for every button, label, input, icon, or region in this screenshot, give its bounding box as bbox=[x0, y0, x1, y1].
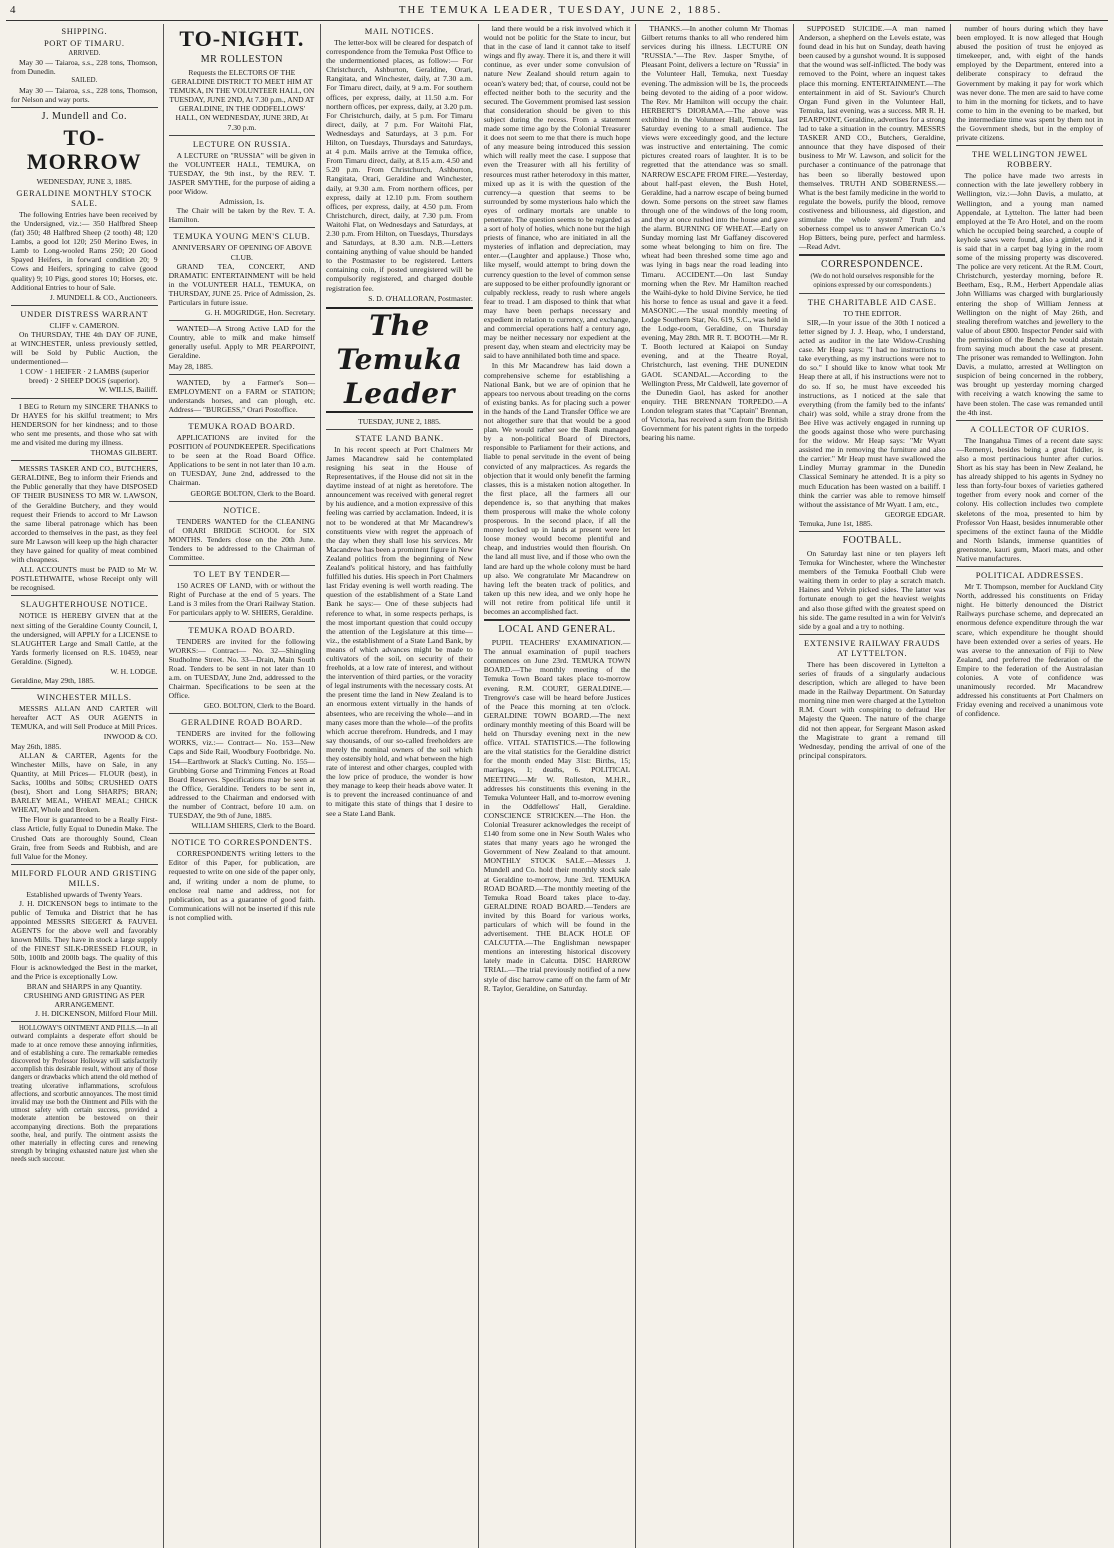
column-2 bbox=[164, 24, 322, 1548]
columns bbox=[6, 24, 1108, 1548]
slaughter-heading: SLAUGHTERHOUSE NOTICE. bbox=[20, 599, 149, 610]
curios-body: The Inangahua Times of a recent date says:—Remenyi, besides being a great fiddler, is also a most pertinacious hunter after curios. Short as his stay has been in New Zealand, he has already shipped to his agents in Sydney no less than forty-four boxes of varieties gathered together from every nook and corner of the colony. His collection includes two complete skeletons of the moa, presented to him by Professor Von Haast, besides innumerable other specimens of the extinct fauna of the Middle and North Islands, immense quantities of greenstone, kauri gum, Maori mats, and other Native manufactures. bbox=[956, 435, 1104, 563]
tonight-banner: TO-NIGHT. bbox=[179, 26, 305, 51]
geraldine-road-board-body: TENDERS are invited for the following WORKS, viz.:— Contract— No. 153—New Caps and Side Rail, Woodbury Footbridge. No. 154—Earthwork at Slack's Cutting. No. 155—Grubbing Gorse and Trimming Fences at Road Board Reserves. Specifications may be seen at the Office, Geraldine. Tenders to be sent in, addressed to the Chairman and endorsed with the number of Contract, before 10 a.m. on TUESDAY, the 9th of June, 1885. bbox=[168, 729, 316, 821]
wanted-employment: WANTED, by a Farmer's Son—EMPLOYMENT on a FARM or STATION; understands horses, and can plough, etc. Address— "BURGESS," Orari Postoffice. bbox=[168, 377, 316, 414]
correspondence-note: (We do not hold ourselves responsible for the opinions expressed by our correspondents.) bbox=[810, 273, 934, 289]
correspondents-heading: NOTICE TO CORRESPONDENTS. bbox=[171, 837, 313, 848]
wanted-lad: WANTED—A Strong Active LAD for the Country, able to milk and make himself generally useful. Apply to MR PEARPOINT, Geraldine. bbox=[168, 324, 316, 361]
temuka-road-board-heading: TEMUKA ROAD BOARD. bbox=[188, 421, 296, 431]
charitable-aid-date: Temuka, June 1st, 1885. bbox=[798, 518, 873, 528]
temuka-road-board-body: APPLICATIONS are invited for the POSITION of POUNDKEEPER. Specifications to be seen at the Road Board Office. Applications to be sent in not later than 10 a.m. on TUESDAY, June 2nd, addressed to the Chairman. bbox=[168, 433, 316, 488]
wanted-lad-date: May 28, 1885. bbox=[168, 361, 213, 371]
mail-notices-signature: S. D. O'HALLORAN, Postmaster. bbox=[368, 293, 473, 303]
football-heading: FOOTBALL. bbox=[842, 535, 902, 546]
charitable-aid-signature: GEORGE EDGAR. bbox=[884, 509, 946, 519]
column-4 bbox=[479, 24, 637, 1548]
stock-sale-signature: J. MUNDELL & CO., Auctioneers. bbox=[49, 292, 158, 302]
tasker-notice: MESSRS TASKER AND CO., BUTCHERS, GERALDINE, Beg to inform their Friends and the Public generally that they have DISPOSED OF THEIR BUSINESS TO MR W. LAWSON, of the Geraldine Butchery, and they would request their Friends to accord to Mr Lawson the same liberal patronage which has been accorded to themselves in the past, as they feel sure Mr Lawson will keep up the high character they have gained for quality of meat combined with cheapness. bbox=[11, 464, 158, 565]
gilbert-signature: THOMAS GILBERT. bbox=[90, 448, 158, 458]
charitable-aid-body: SIR,—In your issue of the 30th I noticed a letter signed by J. J. Heap, who, I understand, acted as auditor in the late Widow-Crushing case. Mr Heap says: "I had no instructions to take everything, as my instructions were not to do so." I should like to know what took Mr Heap there at all, if his instructions were not to do so. If so, he must have exceeded his instructions, as I noticed at the sale that everything (from the family bed to the infants' chair) was sold, while a stray drone from the Bee Hive was actively engaged in running up the goods against those who were purchasing for the widow. Mr Heap says: "Mr Wyatt assisted me in removing the furniture and also the carrier." Mr Heap must have swallowed the Lindley Murray grammar in the Dunedin Classical Seminary he attended. It is a pity so much Education has been wasted on a bailiff. I think the carrier was able to remove himself without the assistance of Mr Wyatt. I am, etc., bbox=[798, 317, 946, 509]
newspaper-masthead: The Temuka Leader bbox=[326, 307, 473, 413]
local-news-body: THANKS.—In another column Mr Thomas Gilbert returns thanks to all who rendered him services during his illness. LECTURE ON "RUSSIA."—The Rev. Jasper Smythe, of Pleasant Point, delivers a lecture on "Russia" in the Volunteer Hall, Temuka, next Tuesday evening. The admission will be 1s, the proceeds being devoted to the aiding of a poor widow. The Rev. Mr Hamilton will occupy the chair. HERBERT'S DIORAMA.—The above was exhibited in the Volunteer Hall, Temuka, last Saturday evening to a small audience. The views were exceedingly good, and the lecture was instructive and entertaining. The comic pictures created roars of laughter. It is to be regretted that the attendance was so small. NARROW ESCAPE FROM FIRE.—Yesterday, about half-past eleven, the Bush Hotel, Geraldine, had a narrow escape of being burned down. Some persons on the street saw flames through one of the windows of the long room, and they at once rushed into the house and gave the alarm. BURNING OF WHEAT.—Early on Sunday morning last Mr Gaffaney discovered some wheat belonging to him on fire. The wheat had been threshed some time ago and was lying in bags near the road leading into Timaru. ACCIDENT.—On last Sunday morning when the Rev. Mr Hamilton reached the Waihi-dyke to hold Divine Service, he tied his horse to fence as usual and gave it a feed. MASONIC.—The usual monthly meeting of Lodge Southern Star, No. 619, S.C., was held in the Lodge-room, Geraldine, on Thursday evening, May 28th. MR R. T. BOOTH.—Mr R. T. Booth lectured at Kaiapoi on Sunday evening, and at the Theatre Royal, Christchurch, last evening. THE DUNEDIN GAOL SCANDAL.—According to the Wellington Press, Mr Caldwell, late governor of the Dunedin Gaol, has asked for another enquiry. THE BRENNAN TORPEDO.—A London telegram states that "Captain" Brennan, of Victoria, has received a sum from the British Government for his patent rights in the torpedo bearing his name. bbox=[641, 24, 788, 443]
russia-body: A LECTURE on "RUSSIA" will be given in the VOLUNTEER HALL, TEMUKA, on TUESDAY, the 9th inst., by the REV. T. JASPER SMYTHE, for the purpose of aiding a poor Widow. bbox=[168, 150, 316, 197]
to-let-heading: TO LET BY TENDER— bbox=[193, 569, 291, 580]
charitable-aid-to: TO THE EDITOR. bbox=[843, 308, 902, 318]
distress-case: CLIFF v. CAMERON. bbox=[49, 320, 120, 330]
notice-body: TENDERS WANTED for the CLEANING of ORARI BRIDGE SCHOOL for SIX MONTHS. Tenders close on the 20th June. Tenders to be addressed to the Chairman of Committee. bbox=[168, 516, 316, 563]
column-1 bbox=[6, 24, 164, 1548]
young-mens-club-signature: G. H. MOGRIDGE, Hon. Secretary. bbox=[204, 308, 316, 318]
slaughter-body: NOTICE IS HEREBY GIVEN that at the next sitting of the Geraldine County Council, I, the undersigned, will APPLY for a LICENSE to SLAUGHTER Large and Small Cattle, at the Yards formerly licensed on R.S. 10459, near Geraldine. (Signed). bbox=[11, 611, 158, 666]
distress-body: On THURSDAY, THE 4th DAY OF JUNE, at WINCHESTER, unless previously settled, will be Sold by Public Auction, the undermentioned— bbox=[11, 329, 158, 367]
mills-heading: WINCHESTER MILLS. bbox=[36, 692, 132, 703]
mail-notices-heading: MAIL NOTICES. bbox=[364, 26, 435, 36]
rolleston-meetings: Requests the ELECTORS OF THE GERALDINE DISTRICT TO MEET HIM AT TEMUKA, IN THE VOLUNTEER HALL, ON TUESDAY, JUNE 2ND, At 7.30 p.m., AND AT GERALDINE, IN THE ODDFELLOWS' HALL, ON WEDNESDAY, JUNE 3RD, At 7.30 p.m. bbox=[169, 68, 315, 132]
column-5 bbox=[636, 24, 794, 1548]
arrived-heading: ARRIVED. bbox=[68, 50, 101, 57]
shipping-heading: SHIPPING. bbox=[61, 26, 108, 36]
slaughter-signature: W. H. LODGE. bbox=[110, 667, 158, 676]
correspondence-heading: CORRESPONDENCE. bbox=[821, 259, 924, 271]
milford-heading: MILFORD FLOUR AND GRISTING MILLS. bbox=[11, 867, 158, 888]
geraldine-road-board-heading: GERALDINE ROAD BOARD. bbox=[181, 717, 303, 728]
sailed-heading: SAILED. bbox=[71, 77, 98, 85]
young-mens-club-body: GRAND TEA, CONCERT, AND DRAMATIC ENTERTAINMENT will be held in the VOLUNTEER HALL, TEMUKA, on THURSDAY, JUNE 25. Price of Admission, 2s. Particulars in future issue. bbox=[168, 261, 316, 307]
local-general-heading: LOCAL AND GENERAL. bbox=[498, 624, 616, 636]
arrived-text: May 30 — Taiaroa, s.s., 228 tons, Thomson, from Dunedin. bbox=[11, 58, 158, 77]
temuka-road-board-2-signature: GEO. BOLTON, Clerk to the Board. bbox=[203, 701, 316, 711]
young-mens-club-sub: ANNIVERSARY OF OPENING OF ABOVE CLUB. bbox=[171, 243, 312, 262]
bran-notice: BRAN and SHARPS in any Quantity. bbox=[26, 981, 142, 991]
tomorrow-banner: TO-MORROW bbox=[26, 124, 142, 174]
sailed-text: May 30 — Taiaroa, s.s., 228 tons, Thomson, for Nelson and way ports. bbox=[11, 85, 158, 104]
distress-heading: UNDER DISTRESS WARRANT bbox=[20, 308, 149, 319]
russia-admission: Admission, 1s. bbox=[219, 197, 265, 207]
railway-frauds-body: There has been discovered in Lyttelton a series of frauds of a singularly audacious description, which are alleged to have been made in the Railway Department. On Saturday morning nine men were charged at the Lyttelton R.M. Court with conspiring to defraud Her Majesty the Queen. The nature of the charge did not then appear, for Sergeant Mason asked the Magistrate to grant a remand till Wednesday, pending the arrival of one of the principal conspirators. bbox=[798, 659, 946, 760]
football-body: On Saturday last nine or ten players left Temuka for Winchester, where the Winchester members of the Temuka Football Club were waiting them in order to play a scratch match. Haines and Velvin picked sides. The latter was fortunate enough to get the heaviest weights and also those gifted with the greatest speed on his side. The game resulted in a win for Velvin's side by a goal and a try to nothing. bbox=[798, 549, 946, 631]
distress-signature: W. WILLS, Bailiff. bbox=[98, 385, 158, 395]
column-3 bbox=[321, 24, 479, 1548]
accounts-notice: ALL ACCOUNTS must be PAID to Mr W. POSTLETHWAITE, whose Receipt only will be recognised. bbox=[11, 565, 158, 593]
jewel-robbery-body: The police have made two arrests in connection with the late jewellery robbery in Wellington, viz.:—John Davis, a mulatto, at Wellington, and a young man named Appendale, at Lyttelton. The latter had been employed at the Te Aro Hotel, and on the room which he occupied being searched, a couple of keyhole saws were found, also a gimlet, and it is said that in a carpet bag lying in the room some of the missing property was discovered. The police are very reticent. At the R.M. Court, Christchurch, yesterday morning, before R. Beetham, Esq., R.M., Herbert Appendale alias John Williams was charged with burglariously entering the shop of William Jenness at Wellington on the night of May 26th, and stealing therefrom watches and jewellery to the value of about £800. Inspector Pender said with the permission of the Bench he would abstain from saying much about the case at present. The prisoner was remanded to Wellington. John Davis, a mulatto, arrested at Wellington on suspicion of being concerned in the robbery, was brought up yesterday morning charged with receiving a watch knowing the same to have been stolen. The case was remanded until the 4th inst. bbox=[956, 171, 1104, 417]
column-7 bbox=[951, 24, 1108, 1548]
mills-body: MESSRS ALLAN AND CARTER will hereafter ACT AS OUR AGENTS in TEMUKA, and will Sell Produce at Mill Prices. bbox=[11, 704, 158, 732]
political-addresses-body: Mr T. Thompson, member for Auckland City North, addressed his constituents on Friday night. He bitterly denounced the District Railways purchase scheme, and deprecated an enormous defence expenditure through the war scare, which expenditure he thought should have been extended over a series of years. He was averse to the annexation of Fiji to New Zealand, and preferred the federation of the Empire to the federation of the Australasian colonies. A vote of confidence was unanimously recorded. Mr Macandrew addressed his constituents at Port Chalmers on Friday evening and received a unanimous vote of confidence. bbox=[956, 582, 1104, 719]
local-news-continued: SUPPOSED SUICIDE.—A man named Anderson, a shepherd on the Levels estate, was found dead in his hut on Sunday, death having been caused by a gunshot wound. It is supposed that the wound was self-inflicted. The body was removed to the Point, where an inquest takes place this morning. ENTERTAINMENT.—The entertainment in aid of St. Saviour's Church Organ Fund given in the Volunteer Hall, Temuka, last evening, was a success. MR R. H. PEARPOINT, Geraldine, advertises for a strong lad to take a situation in the country. MESSRS TASKER AND CO., Butchers, Geraldine, announce that they have disposed of their business to Mr W. Lawson, and solicit for the purchaser a continuance of the patronage that has been so liberally bestowed upon themselves. TRUTH AND SOBERNESS.—What is the best family medicine in the world to regulate the bowels, purify the blood, remove costiveness and biliousness, aid digestion, and stimulate the whole system? Truth and soberness compel us to answer American Co.'s Hop Bitters, being pure, perfect and harmless.—Read Advt. bbox=[798, 24, 946, 252]
leader-conclusion: In this Mr Macandrew has laid down a comprehensive scheme for establishing a National Bank, but we are of opinion that he appears too nervous about treading on the corns of existing banks. As for placing such a power in the hands of the Land Transfer Office we are not altogether sure that that would be a good plan. We would rather see the Bank managed by a non-political Board of Directors, responsible to Parliament for their actions, and liable to penal servitude in the event of being convicted of any malpractices. As regards the objection that it would only benefit the farming classes, this is a mistaken notion altogether. In the first place, all the farmers all our dependence is, so that anything that makes them prosperous will make the whole colony prosperous. In the second place, if all the money locked up in lands at present were let loose money would become plentiful and cheap, and industries would then flourish. On the land all must live, and if those who own the land are hard up the whole colony must be hard up also. We congratulate Mr Macandrew on having left the beaten track of politics, and taken up this new idea, and we only hope he will not retire from political life until it becomes an accomplished fact. bbox=[483, 361, 631, 616]
local-general-body: PUPIL TEACHERS' EXAMINATION.—The annual examination of pupil teachers commences on June 23rd. TEMUKA TOWN BOARD.—The monthly meeting of the Temuka Town Board takes place to-morrow evening. R.M. COURT, GERALDINE.—Trengrove's case will be heard before Justices of the Peace this morning at ten o'clock. GERALDINE TOWN BOARD.—The next ordinary monthly meeting of this Board will be held on Thursday evening next in the new office. VITAL STATISTICS.—The following are the vital statistics for the Geraldine district for the month ended May 31st: Births, 15; marriages, 1; deaths, 6. POLITICAL MEETING.—Mr W. Rolleston, M.H.R., addresses his constituents this evening in the Temuka Volunteer Hall, and to-morrow evening in the Oddfellows' Hall, Geraldine. CONSCIENCE STRICKEN.—The Hon. the Colonial Treasurer acknowledges the receipt of £140 from some one in New South Wales who states that many years ago he wronged the Government of New Zealand to that amount. MONTHLY STOCK SALE.—Messrs J. Mundell and Co. hold their monthly stock sale at Geraldine to-morrow, June 3rd. TEMUKA ROAD BOARD.—The monthly meeting of the Temuka Road Board takes place to-day. GERALDINE ROAD BOARD.—Tenders are invited by this Board for various works, particulars of which will be found in the advertisement. THE BLACK HOLE OF CALCUTTA.—The Englishman newspaper mentions an interesting historical discovery lately made in Calcutta. DISC HARROW TRIAL.—The trial previously notified of a new style of disc harrow came off on the farm of Mr R. Taylor, Geraldine, on Saturday. bbox=[483, 638, 631, 993]
to-let-body: 150 ACRES OF LAND, with or without the Right of Purchase at the end of 5 years. The Land is 3 miles from the Orari Railway Station. For particulars apply to W. SHIERS, Geraldine. bbox=[168, 581, 316, 618]
rolleston-heading: MR ROLLESTON bbox=[200, 54, 283, 65]
russia-chair: The Chair will be taken by the Rev. T. A. Hamilton. bbox=[168, 206, 316, 225]
leader-continued: land there would be a risk involved which it would not be politic for the State to incur, but that in the case of land it cannot take to itself wings and fly away. There it is, and there it will continue, as ever under some convulsion of nature New Zealand should return again to ocean's watery bed; that, of course, could not be effected neither both to the security and the secured. The Government promised last session that consideration should be given to this subject during the recess. From a statement made some time ago by the Colonial Treasurer it does not seem to me that there is much hope of any measure being introduced this session which will really meet the case. I suppose that even the Treasurer with all his fertility of resources must rather heterodoxy in this matter, mixed up as it is with the question of the currency—a question that seems to be surrounded by some mysterious halo which the eyes of ordinary mortals are unable to penetrate. The question seems to be regarded as a sort of holy of holies, which none but the high priests of finance, who are initiated in all the mysteries of inflation and depreciation, may enter.—(Laughter and applause.) Those who, like myself, would attempt to bring down the currency question to the level of common sense are supposed to be either profoundly ignorant or culpably reckless, ready to rush where angels fear to tread. I am disposed to think that what may have been perhaps necessary and expedient in relation to currency, and exchange, and commercial operations half a century ago, may be neither necessary nor expedient at the present day, when steam and electricity may be said to have annihilated both time and space. bbox=[483, 24, 631, 361]
correspondents-body: CORRESPONDENTS writing letters to the Editor of this Paper, for publication, are requested to write on one side of the paper only, and, if writing under a nom de plume, to enclose real name and address, not for publication, but as a guarantee of good faith. Communications will not be inserted if this rule is not complied with. bbox=[168, 849, 316, 922]
temuka-road-board-2-body: TENDERS are invited for the following WORKS:— Contract— No. 32—Shingling Studholme Street. No. 33—Drain, Main South Road. Tenders to be sent in not later than 10 a.m. on TUESDAY, June 2nd, addressed to the Chairman. Specifications to be seen at the Office. bbox=[168, 636, 316, 701]
jewel-robbery-heading: THE WELLINGTON JEWEL ROBBERY. bbox=[971, 149, 1088, 170]
newspaper-running-title: THE TEMUKA LEADER, TUESDAY, JUNE 2, 1885. bbox=[398, 4, 723, 16]
temuka-road-board-signature: GEORGE BOLTON, Clerk to the Board. bbox=[190, 488, 316, 498]
mail-notices-body: The letter-box will be cleared for despatch of correspondence from the Temuka Post Office to the undermentioned places, as follow:— For Christchurch, Ashburton, Geraldine, Orari, Rangitata, and Winchester, daily, at 7.30 a.m. For Timaru direct, daily, at 9 a.m. For southern offices, per express, daily, at 11.50 a.m. For northern offices, per express, daily, at 3.20 p.m. For Christchurch, daily, at 5 p.m. For Timaru direct, daily, at 7 p.m. For Waitohi Flat, Wednesdays and Saturdays, at 3 p.m. For Hilton, on Tuesdays, Thursdays and Saturdays, at 4 p.m. Mails arrive at the Temuka office, From Timaru direct, daily, at 8.15 a.m. 4.50 and 5.20 p.m. From Christchurch, Ashburton, Rangitata, Orari, Geraldine and Winchester, daily, at 9.30 a.m. From northern offices, per express, daily at 12.10 p.m. From southern offices, per express, daily, at 4.50 p.m. From Christchurch, direct, daily, at 7.30 p.m. From Waitohi Flat, on Wednesdays and Saturdays, at 2.30 p.m. From Hilton, on Tuesdays, Thursdays and Saturdays, at 8.30 a.m. N.B.—Letters containing anything of value should be handed to the Postmaster to be registered. Letters containing coin, if posted unregistered will be compulsorily registered, and charged double registration fee. bbox=[326, 38, 473, 293]
stock-sale-heading: GERALDINE MONTHLY STOCK SALE. bbox=[16, 187, 153, 208]
mills-date: May 26th, 1885. bbox=[11, 741, 62, 751]
notice-heading: NOTICE. bbox=[223, 504, 261, 515]
distress-items: 1 COW · 1 HEIFER · 2 LAMBS (superior breed) · 2 SHEEP DOGS (superior). bbox=[19, 367, 149, 386]
political-addresses-heading: POLITICAL ADDRESSES. bbox=[975, 570, 1084, 581]
running-head bbox=[6, 4, 1108, 21]
geraldine-road-board-signature: WILLIAM SHIERS, Clerk to the Board. bbox=[191, 821, 316, 831]
port-heading: PORT OF TIMARU. bbox=[43, 38, 125, 48]
gilbert-thanks: I BEG to Return my SINCERE THANKS to Dr HAYES for his skilful treatment; to Mrs HENDERSON for her kindness; and to those who sent me presents, and those who sat with me and visited me during my illness. bbox=[11, 401, 158, 447]
leader-heading: STATE LAND BANK. bbox=[355, 432, 444, 443]
column-6 bbox=[794, 24, 952, 1548]
flour-notice: The Flour is guaranteed to be a Really First-class Article, fully Equal to Dunedin Make. The Crushed Oats are thoroughly Sound, Clean Grain, free from Seeds and Rubbish, and are full Value for the Money. bbox=[11, 815, 158, 861]
railway-frauds-continued: number of hours during which they have been employed. It is now alleged that Hough abused the position of trust he enjoyed as timekeeper, and, with eight of the hands employed by the Department, entered into a deliberate conspiracy to defraud the Government by making it pay for work which was never done. The men are said to have come to him in the morning for tickets, and to have come to him in the evening to be marked, but the intermediate time was spent by them not in the Government sheds, but in the employ of private citizens. bbox=[956, 24, 1104, 143]
crushing-notice: CRUSHING AND GRISTING AS PER ARRANGEMENT. bbox=[23, 990, 145, 1009]
mundell-heading: J. Mundell and Co. bbox=[41, 110, 127, 122]
allan-carter-notice: ALLAN & CARTER, Agents for the Winchester Mills, have on Sale, in any Quantity, at Mill Prices— FLOUR (best), in Sacks, 100lbs and 50lbs; CRUSHED OATS (best), Short and Long SHARPS; BRAN; BARLEY MEAL, WHEAT MEAL; CHICK WHEAT, Whole and Broken. bbox=[11, 750, 158, 815]
young-mens-club-heading: TEMUKA YOUNG MEN'S CLUB. bbox=[173, 231, 311, 242]
leader-body: In his recent speech at Port Chalmers Mr James Macandrew said he contemplated resigning his seat in the House of Representatives, if the House did not sit in the daytime instead of at night as heretofore. The announcement was received with general regret by his audience, and a motion expressive of this feeling was carried by acclamation. Indeed, it is not to be wondered at that Mr Macandrew's constituents view with regret the approach of the day when they shall lose his services. Mr Macandrew has been a prominent figure in New Zealand politics from the beginning of New Zealand's political history, and has faithfully fulfilled his duties. His speech in Port Chalmers last Friday evening is well worth reading. The question of the establishment of a State Land Bank he says:— One of these subjects had reference to what, in some respects perhaps, is the most important question that could occupy the attention of the Legislature at this time—viz., the establishment of a State Land Bank, by means of which advances might be made to cultivators of the soil, on security of their freeholds, at a low rate of interest, and without the intervention of third parties, or the voracity of legal instruments with the necessary costs. At the present time the land in New Zealand is to an enormous extent virtually in the hands of absentees, who are receiving the whole—and in many cases more than the whole—of the profits which accrue therefrom. Hundreds, and I may say thousands, of our so-called freeholders are merely the nominal owners of the soil which they ostensibly hold, and what between the high rate of interest and other charges, coupled with the low price of produce, the wonder is how they manage to keep their heads above water. It is to prevent the increased continuance of and to mitigate this state of things that I desire to see a State Land Bank. bbox=[326, 444, 473, 818]
masthead-date: TUESDAY, JUNE 2, 1885. bbox=[358, 416, 441, 426]
charitable-aid-heading: THE CHARITABLE AID CASE. bbox=[807, 296, 937, 307]
page-number: 4 bbox=[10, 4, 17, 16]
dickenson-notice: J. H. DICKENSON begs to intimate to the public of Temuka and District that he has appointed MESSRS SIEGERT & FAUVEL AGENTS for the above well and favorably known Mills. They have in stock a large supply of the FINEST SILK-DRESSED FLOUR, in 50lb, 100lb and 200lb bags. The quality of this Flour is acknowledged the Best in the market, and the Price is exceptionally Low. bbox=[11, 898, 158, 981]
russia-heading: LECTURE ON RUSSIA. bbox=[192, 138, 291, 149]
curios-heading: A COLLECTOR OF CURIOS. bbox=[970, 423, 1090, 434]
dickenson-signature: J. H. DICKENSON, Milford Flour Mill. bbox=[35, 1009, 158, 1018]
sale-date: WEDNESDAY, JUNE 3, 1885. bbox=[36, 176, 132, 186]
mills-signature: INWOOD & CO. bbox=[103, 732, 158, 742]
holloway-advert: HOLLOWAY'S OINTMENT AND PILLS.—In all outward complaints a desperate effort should be made to at once remove these annoying infirmities, and of establishing a cure. The remarkable remedies discovered by Professor Holloway will satisfactorily accomplish this desirable result, without any of those dangers or drawbacks which attend the old method of treating ulcerative inflammations, scrofulous affections, and scorbutic annoyances. The most timid invalid may use both the Ointment and Pills with the utmost safety with certain success, provided a moderate attention be bestowed on their accompanying directions. Both the preparations soothe, heal, and purify. The ointment assists the other materially in effecting cures and renewing strength by bringing exhausted nature just when she needs such succour. bbox=[11, 1025, 158, 1164]
stock-sale-body: The following Entries have been received by the Undersigned, viz.:— 350 Halfbred Sheep (fat) 350; 48 Halfbred Sheep (2 tooth) 48; 120 Lambs, a good lot 120; 250 Merino Ewes, in Lamb to Long-wooled Rams 250; 20 Good Spayed Heifers, in forward condition 20; 9 Cows and Heifers, springing to calve (good quality) 9; 10 Pigs, good stores 10; Horses, etc. Additional Entries to hour of Sale. bbox=[11, 209, 158, 292]
railway-frauds-heading: EXTENSIVE RAILWAY FRAUDS AT LYTTELTON. bbox=[803, 637, 941, 658]
slaughter-date: Geraldine, May 29th, 1885. bbox=[11, 676, 95, 686]
temuka-road-board-2-heading: TEMUKA ROAD BOARD. bbox=[188, 624, 296, 635]
milford-established: Established upwards of Twenty Years. bbox=[26, 889, 143, 899]
